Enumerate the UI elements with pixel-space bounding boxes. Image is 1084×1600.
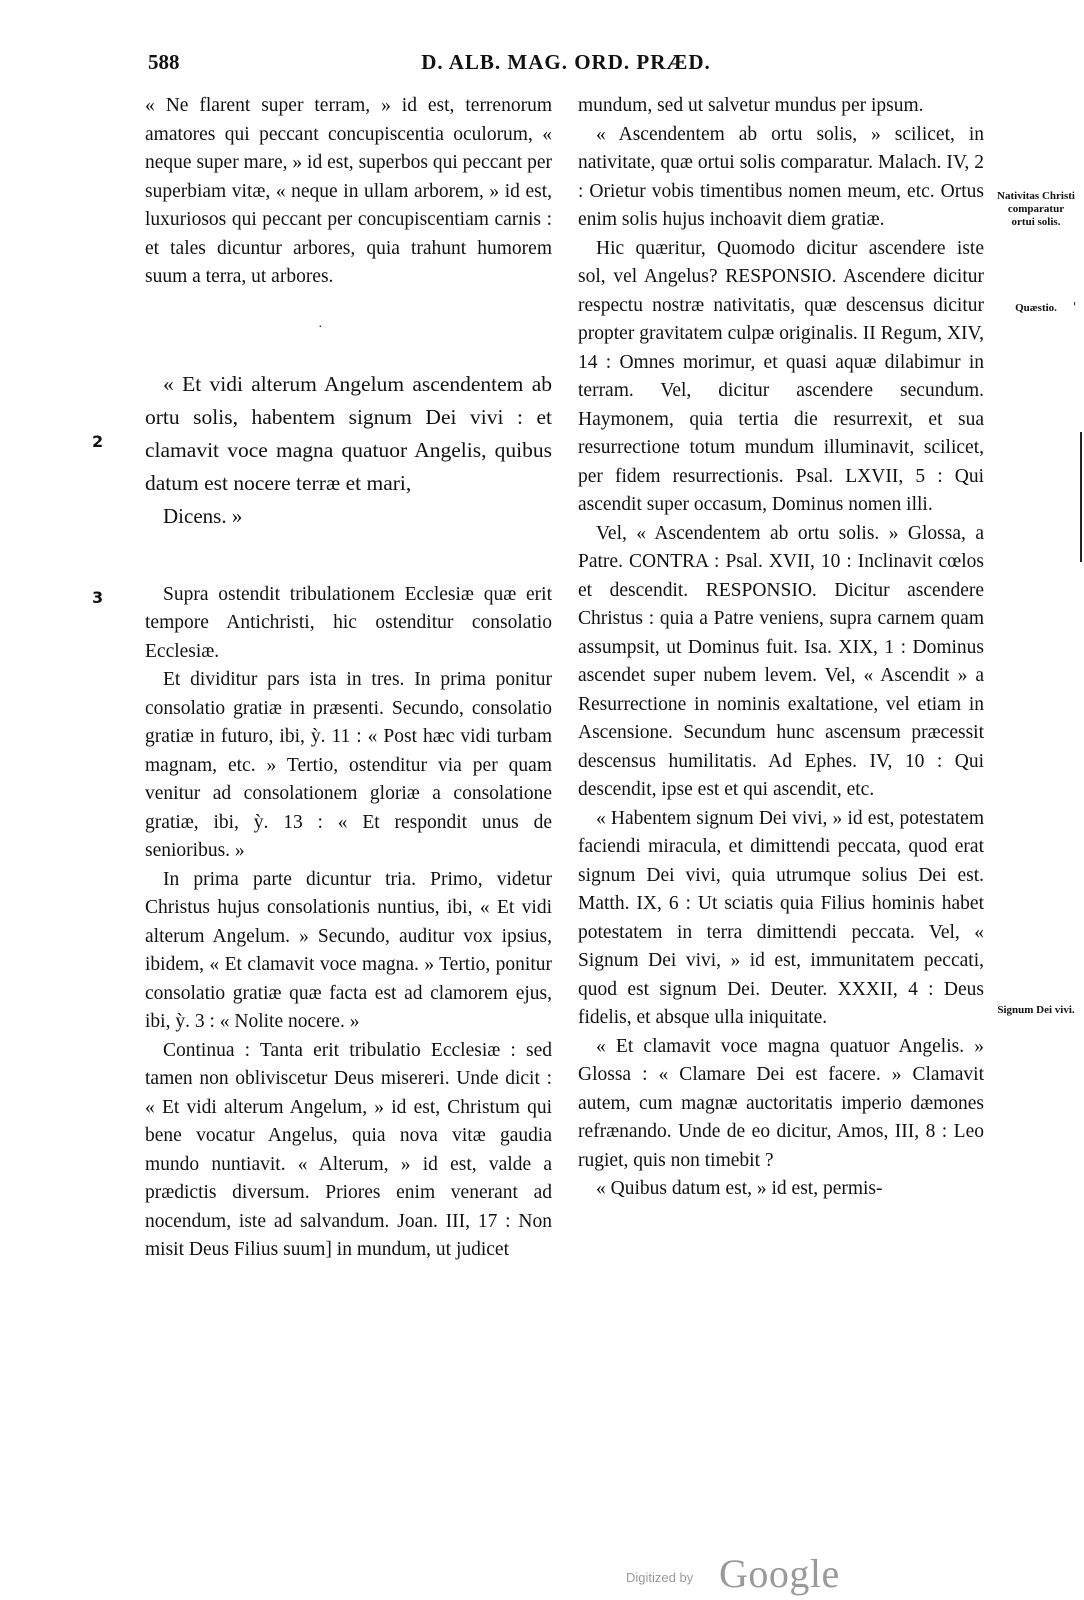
paragraph: « Quibus datum est, » id est, permis- xyxy=(596,1178,883,1199)
paragraph: Et dividitur pars ista in tres. In prima ponitur consolatio gratiæ in præsenti. Secundo, consolatio gratiæ in futuro, ibi, ỳ. 11 : « Post hæc vidi turbam magnam, etc. » Tertio, ostenditur via per quam venitur ad consolationem gloriæ a consolatione gratiæ, ibi, ỳ. 13 : « Et respondit unus de senioribus. » xyxy=(145,669,552,861)
scripture-verse xyxy=(145,368,552,533)
separator-dot: · xyxy=(318,319,323,335)
verse-number-2: 2 xyxy=(92,432,104,451)
margin-note-nativitas: Nativitas Christi comparatur ortui solis. xyxy=(997,190,1075,228)
paragraph: Hic quæritur, Quomodo dicitur ascendere iste sol, vel Angelus? RESPONSIO. Ascendere dicitur respectu nostræ nativitatis, quæ descensus dicitur propter gravitatem culpæ originalis. II Regum, XIV, 14 : Omnes morimur, et quasi aquæ dilabimur in terram. Vel, dicitur ascendere secundum. Haymonem, quia tertia die resurrexit, et sua resurrectione totum mundum illuminavit, scilicet, per fidem resurrectionis. Psal. LXVII, 5 : Qui ascendit super occasum, Dominus nomen illi. xyxy=(578,237,984,515)
paragraph: Vel, « Ascendentem ab ortu solis. » Glossa, a Patre. CONTRA : Psal. XVII, 10 : Inclinavit cœlos et descendit. RESPONSIO. Dicitur ascendere Christus : quia a Patre veniens, supra carnem quam assumpsit, ut Dominus fuit. Isa. XIX, 1 : Dominus ascendet super nubem levem. Vel, « Ascendit » a Resurrectione in nominis exaltatione, vel etiam in Ascensione. Secundum hunc ascensum præcessit descensus humilitatis. Ad Ephes. IV, 10 : Qui descendit, ipse est et qui ascendit, etc. xyxy=(578,522,984,800)
paragraph: « Ne flarent super terram, » id est, terrenorum amatores qui peccant concupiscentia oculorum, « neque super mare, » id est, superbos qui peccant per superbiam vitæ, « neque in ullam arborem, » id est, luxuriosos qui peccant per concupiscentiam carnis : et tales dicuntur arbores, quia trahunt humorem suum a terra, ut arbores. xyxy=(145,95,552,287)
verse-number-3: 3 xyxy=(92,588,104,607)
edge-mark: ' xyxy=(1073,300,1077,314)
left-column xyxy=(145,92,552,1265)
paragraph: In prima parte dicuntur tria. Primo, videtur Christus hujus consolationis nuntius, ibi, « Et vidi alterum Angelum. » Secundo, auditur vox ipsius, ibidem, « Et clamavit voce magna. » Tertio, ponitur consolatio gratiæ quæ facta est ad clamorem ejus, ibi, ỳ. 3 : « Nolite nocere. » xyxy=(145,868,552,1032)
digitized-by-label: Digitized by xyxy=(626,1570,694,1585)
verse-end: Dicens. » xyxy=(163,503,243,528)
paragraph: Continua : Tanta erit tribulatio Ecclesiæ : sed tamen non obliviscetur Deus misereri. Unde dicit : « Et vidi alterum Angelum, » id est, Christum qui bene vocatur Angelus, quia nova vitæ gaudia mundo nuntiavit. « Alterum, » id est, valde a prædictis diversum. Priores enim venerant ad nocendum, iste ad salvandum. Joan. III, 17 : Non misit Deus Filius suum] in mundum, ut judicet xyxy=(145,1039,552,1260)
google-logo: Google xyxy=(719,1551,840,1596)
margin-note-quaestio: Quæstio. xyxy=(1015,302,1057,314)
right-column xyxy=(578,92,984,1204)
paragraph: Supra ostendit tribulationem Ecclesiæ quæ erit tempore Antichristi, hic ostenditur consolatio Ecclesiæ. xyxy=(145,583,552,662)
verse-text: « Et vidi alterum Angelum ascendentem ab ortu solis, habentem signum Dei vivi : et clamavit voce magna quatuor Angelis, quibus datum est nocere terræ et mari, xyxy=(145,371,552,495)
margin-note-signum: Signum Dei vivi. xyxy=(997,1004,1075,1016)
page-number: 588 xyxy=(148,50,180,74)
paragraph: « Ascendentem ab ortu solis, » scilicet, in nativitate, quæ ortui solis comparatur. Malach. IV, 2 : Orietur vobis timentibus nomen meum, etc. Ortus enim solis hujus inchoavit diem gratiæ. xyxy=(578,123,984,230)
paragraph: mundum, sed ut salvetur mundus per ipsum. xyxy=(578,95,924,116)
footer-watermark xyxy=(626,1551,856,1596)
paragraph: « Habentem signum Dei vivi, » id est, potestatem faciendi miracula, et dimittendi peccata, quod erat signum Dei vivi, quia utrumque solius Dei est. Matth. IX, 6 : Ut sciatis quia Filius hominis habet potestatem in terra dimittendi peccata. Vel, « Signum Dei vivi, » id est, immunitatem peccati, quod est signum Dei. Deuter. XXXII, 4 : Deus fidelis, et absque ulla iniquitate. xyxy=(578,807,984,1028)
page-header xyxy=(148,50,984,82)
running-title: D. ALB. MAG. ORD. PRÆD. xyxy=(421,50,711,74)
paragraph: « Et clamavit voce magna quatuor Angelis. » Glossa : « Clamare Dei est facere. » Clamavit autem, cum magnæ auctoritatis imperio dæmones refrænando. Unde de eo dicitur, Amos, III, 8 : Leo rugiet, quis non timebit ? xyxy=(578,1035,984,1171)
page-edge-line xyxy=(1080,432,1082,562)
